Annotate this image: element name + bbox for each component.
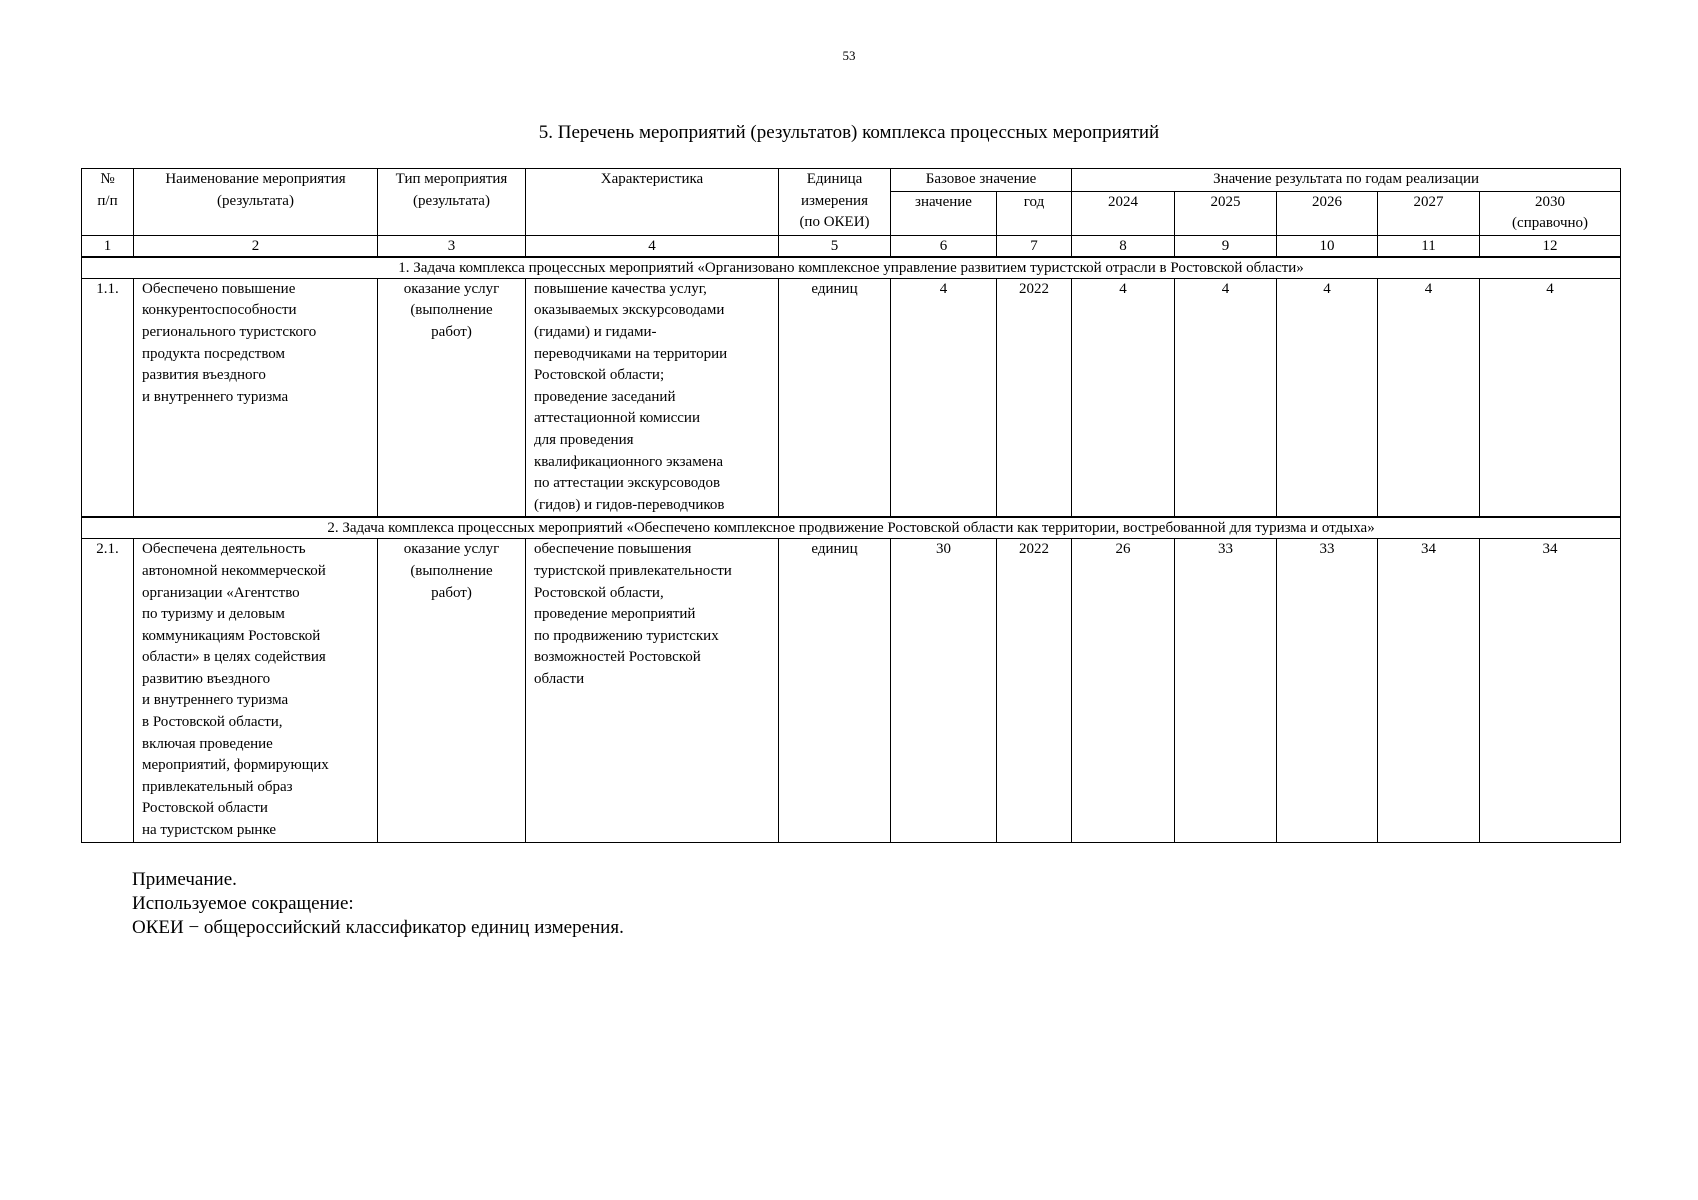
row-number: 2.1. [82, 539, 134, 842]
task-row [82, 517, 1621, 539]
event-type: оказание услуг (выполнение работ) [378, 278, 526, 517]
header-characteristic: Характеристика [526, 169, 779, 236]
notes-heading: Примечание. [132, 869, 237, 890]
page-number: 53 [842, 48, 856, 63]
header-row-1 [82, 169, 1621, 192]
column-number: 11 [1378, 235, 1480, 257]
event-name: Обеспечено повышение конкурентоспособности регионального туристского продукта посредством развития въездного и внутреннего туризма [134, 278, 378, 517]
header-base-value: значение [891, 191, 997, 235]
header-base: Базовое значение [891, 169, 1072, 192]
event-unit: единиц [779, 539, 891, 842]
year-value: 4 [1378, 278, 1480, 517]
year-value: 4 [1277, 278, 1378, 517]
column-number: 12 [1480, 235, 1621, 257]
header-year: 2027 [1378, 191, 1480, 235]
column-number: 3 [378, 235, 526, 257]
header-year: 2024 [1072, 191, 1175, 235]
notes-line: Используемое сокращение: [132, 893, 354, 914]
header-year: 2025 [1175, 191, 1277, 235]
header-by-years: Значение результата по годам реализации [1072, 169, 1621, 192]
event-characteristic: обеспечение повышения туристской привлекательности Ростовской области, проведение мероприятий по продвижению туристских возможностей Ростовской области [526, 539, 779, 842]
column-number: 10 [1277, 235, 1378, 257]
year-value: 34 [1378, 539, 1480, 842]
base-year: 2022 [997, 539, 1072, 842]
table-row [82, 278, 1621, 517]
year-value: 34 [1480, 539, 1621, 842]
task-row [82, 257, 1621, 279]
event-type: оказание услуг (выполнение работ) [378, 539, 526, 842]
task-title: 1. Задача комплекса процессных мероприятий «Организовано комплексное управление развитием туристской отрасли в Ростовской области» [82, 257, 1621, 279]
event-characteristic: повышение качества услуг, оказываемых экскурсоводами (гидами) и гидами- переводчиками на территории Ростовской области; проведение заседаний аттестационной комиссии для проведения квалификационного экзамена по аттестации экскурсоводов (гидов) и гидов-переводчиков [526, 278, 779, 517]
row-number: 1.1. [82, 278, 134, 517]
header-type: Тип мероприятия (результата) [378, 169, 526, 236]
column-number: 8 [1072, 235, 1175, 257]
header-unit: Единица измерения (по ОКЕИ) [779, 169, 891, 236]
column-number: 9 [1175, 235, 1277, 257]
column-number: 1 [82, 235, 134, 257]
year-value: 33 [1175, 539, 1277, 842]
table-row [82, 539, 1621, 842]
column-number: 4 [526, 235, 779, 257]
column-numbers-row [82, 235, 1621, 257]
column-number: 7 [997, 235, 1072, 257]
base-value: 30 [891, 539, 997, 842]
year-value: 4 [1480, 278, 1621, 517]
column-number: 5 [779, 235, 891, 257]
results-table [81, 168, 1621, 843]
column-number: 2 [134, 235, 378, 257]
year-value: 33 [1277, 539, 1378, 842]
page-title: 5. Перечень мероприятий (результатов) комплекса процессных мероприятий [538, 122, 1160, 143]
base-year: 2022 [997, 278, 1072, 517]
event-unit: единиц [779, 278, 891, 517]
notes [132, 868, 624, 940]
base-value: 4 [891, 278, 997, 517]
year-value: 4 [1175, 278, 1277, 517]
year-value: 26 [1072, 539, 1175, 842]
header-base-year: год [997, 191, 1072, 235]
column-number: 6 [891, 235, 997, 257]
header-name: Наименование мероприятия (результата) [134, 169, 378, 236]
notes-line: ОКЕИ − общероссийский классификатор единиц измерения. [132, 917, 624, 938]
task-title: 2. Задача комплекса процессных мероприятий «Обеспечено комплексное продвижение Ростовской области как территории, востребованной для туризма и отдыха» [82, 517, 1621, 539]
header-year: 2026 [1277, 191, 1378, 235]
header-year: 2030 (справочно) [1480, 191, 1621, 235]
event-name: Обеспечена деятельность автономной некоммерческой организации «Агентство по туризму и деловым коммуникациям Ростовской области» в целях содействия развитию въездного и внутреннего туризма в Ростовской области, включая проведение мероприятий, формирующих привлекательный образ Ростовской области на туристском рынке [134, 539, 378, 842]
year-value: 4 [1072, 278, 1175, 517]
header-no: № п/п [82, 169, 134, 236]
